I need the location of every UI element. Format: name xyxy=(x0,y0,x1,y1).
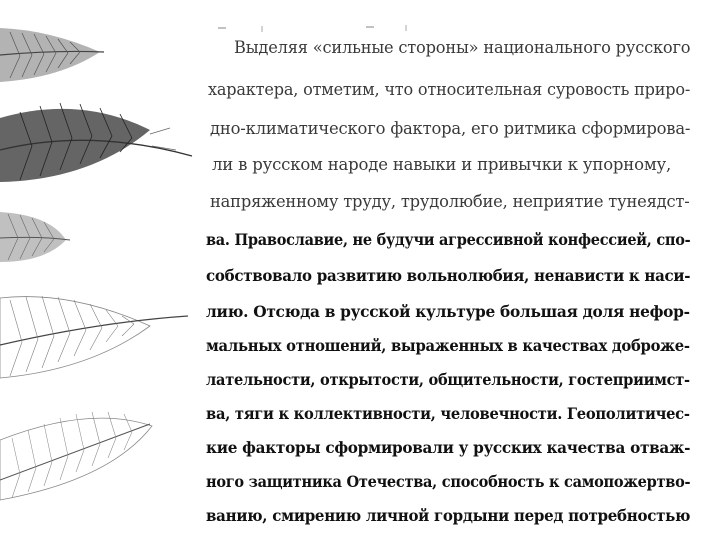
text-line: кие факторы сформировали у русских качества отваж- xyxy=(206,438,691,457)
text-line: дно-климатического фактора, его ритмика сформирова- xyxy=(210,119,691,138)
feather-4-icon xyxy=(0,296,188,378)
feather-3-icon xyxy=(0,212,70,262)
text-line: лию. Отсюда в русской культуре большая доля нефор- xyxy=(206,302,690,321)
text-line: ва, тяги к коллективности, человечности. Геополитичес- xyxy=(206,404,690,423)
text-line: характера, отметим, что относительная суровость приро- xyxy=(208,80,691,99)
text-line: мальных отношений, выраженных в качествах доброже- xyxy=(206,336,690,355)
feather-2-icon xyxy=(0,103,192,182)
text-line: ванию, смирению личной гордыни перед потребностью xyxy=(206,506,691,525)
text-line: ва. Православие, не будучи агрессивной конфессией, спо- xyxy=(206,230,691,249)
text-line: собствовало развитию вольнолюбия, ненависти к наси- xyxy=(206,266,691,285)
text-line: напряженному труду, трудолюбие, неприятие тунеядст- xyxy=(210,192,690,211)
text-line: лательности, открытости, общительности, гостеприимст- xyxy=(206,370,690,389)
feather-5-icon xyxy=(0,412,152,500)
scan-marks xyxy=(210,22,470,36)
text-line: Выделяя «сильные стороны» национального русского xyxy=(234,38,691,57)
text-line: ного защитника Отечества, способность к самопожертво- xyxy=(206,472,691,491)
text-line: ли в русском народе навыки и привычки к упорному, xyxy=(212,155,672,174)
feathers-illustration xyxy=(0,0,200,540)
feather-1-icon xyxy=(0,28,104,82)
